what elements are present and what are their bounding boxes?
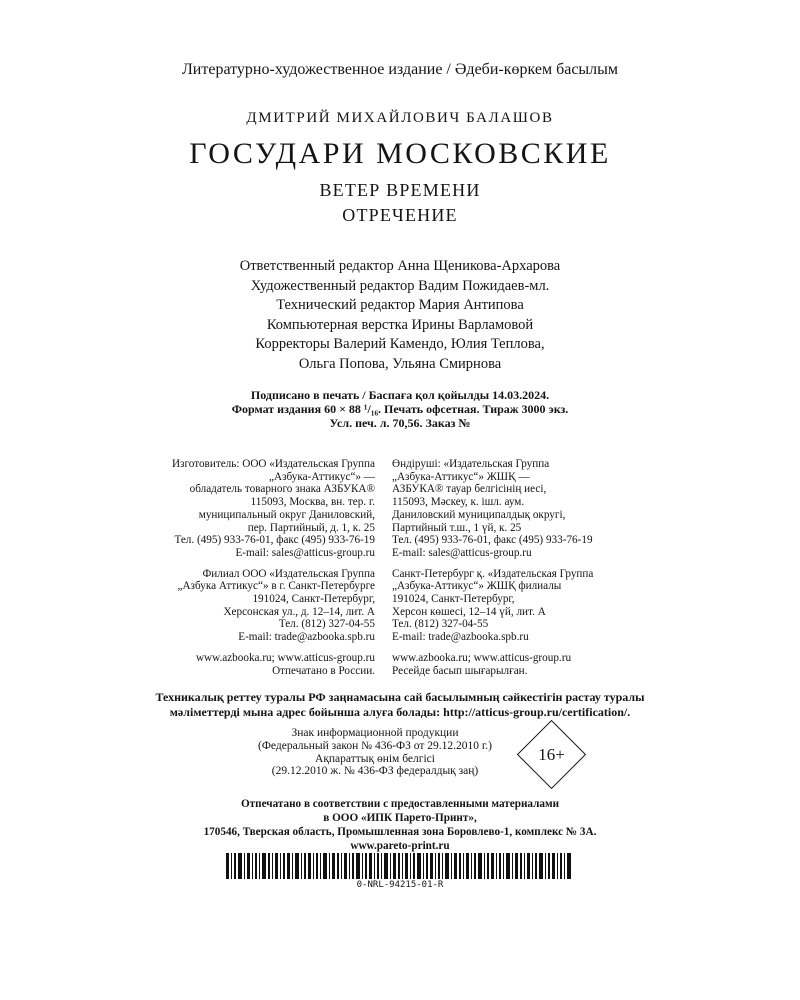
info-line: www.pareto-print.ru (350, 840, 450, 852)
credit-line: Ольга Попова, Ульяна Смирнова (298, 355, 502, 372)
info-line: E-mail: sales@atticus-group.ru (235, 546, 375, 559)
info-line: Знак информационной продукции (291, 727, 459, 739)
info-line: „Азбука-Аттикус“» ЖШҚ филиалы (392, 580, 562, 593)
info-line: мәліметтерді мына адрес бойынша алуға болады: http://atticus-group.ru/certification/. (169, 705, 631, 719)
subtitle-1: ВЕТЕР ВРЕМЕНИ (319, 180, 481, 200)
info-product-sign (225, 727, 525, 778)
info-line: муниципальный округ Даниловский, (198, 508, 375, 521)
book-title: ГОСУДАРИ МОСКОВСКИЕ (189, 137, 611, 170)
info-line: АЗБУКА® тауар белгісінің иесі, (392, 483, 547, 496)
info-line: 115093, Москва, вн. тер. г. (250, 496, 375, 509)
web-block (120, 652, 375, 677)
info-line: Отпечатано в России. (272, 664, 375, 677)
info-line: www.azbooka.ru; www.atticus-group.ru (392, 651, 572, 664)
info-line: пер. Партийный, д. 1, к. 25 (247, 521, 375, 534)
info-line: E-mail: trade@azbooka.spb.ru (392, 631, 529, 644)
print-line: Подписано в печать / Баспаға қол қойылды 14.03.2024. (250, 388, 550, 402)
info-line: „Азбука Аттикус“» в г. Санкт-Петербурге (177, 580, 375, 593)
info-line: Партийный т.ш., 1 үй, к. 25 (392, 521, 522, 534)
info-line: 191024, Санкт-Петербург, (252, 593, 375, 606)
info-line: Херсон көшесі, 12–14 үй, лит. А (392, 605, 546, 618)
info-line: 191024, Санкт-Петербург, (392, 593, 515, 606)
info-line: Санкт-Петербург қ. «Издательская Группа (392, 567, 594, 580)
info-line: Ақпараттық өнім белгісі (315, 752, 435, 765)
branch-block (392, 568, 652, 644)
info-line: 170546, Тверская область, Промышленная зона Боровлево-1, комплекс № 3А. (203, 826, 597, 838)
publisher-info-russian (120, 458, 375, 685)
info-line: Тел. (812) 327-04-55 (392, 618, 489, 631)
publisher-block (392, 458, 652, 560)
info-line: в ООО «ИПК Парето-Принт», (323, 812, 477, 824)
publisher-info-kazakh (392, 458, 652, 685)
info-line: (Федеральный закон № 436-ФЗ от 29.12.2010 г.) (258, 739, 492, 752)
info-line: E-mail: trade@azbooka.spb.ru (238, 631, 375, 644)
subtitle-2: ОТРЕЧЕНИЕ (342, 205, 458, 225)
info-line: Филиал ООО «Издательская Группа (202, 567, 375, 580)
info-line: обладатель товарного знака АЗБУКА® (189, 483, 375, 496)
info-line: www.azbooka.ru; www.atticus-group.ru (195, 651, 375, 664)
info-line: „Азбука-Аттикус“» ЖШҚ — (392, 470, 530, 483)
info-line: Тел. (812) 327-04-55 (278, 618, 375, 631)
author-name: ДМИТРИЙ МИХАЙЛОВИЧ БАЛАШОВ (246, 110, 554, 126)
credit-line: Ответственный редактор Анна Щеникова-Архарова (239, 258, 561, 274)
info-line: Изготовитель: ООО «Издательская Группа (171, 458, 375, 470)
print-line: Усл. печ. л. 70,56. Заказ № (329, 416, 471, 430)
info-line: 115093, Мәскеу, к. ішл. аум. (392, 496, 525, 509)
barcode-number: 0-NRL-94215-01-R (356, 880, 444, 890)
web-block (392, 652, 652, 677)
info-line: Ресейде басып шығарылған. (392, 664, 528, 677)
print-info (0, 388, 800, 430)
info-line: Тел. (495) 933-76-01, факс (495) 933-76-19 (392, 534, 593, 547)
info-line: „Азбука-Аттикус“» — (269, 470, 375, 483)
info-line: Херсонская ул., д. 12–14, лит. А (223, 605, 375, 618)
info-line: E-mail: sales@atticus-group.ru (392, 546, 532, 559)
barcode-icon (226, 853, 574, 879)
info-line: Өндіруші: «Издательская Группа (392, 458, 550, 470)
info-line: (29.12.2010 ж. № 436-ФЗ федералдық заң) (271, 765, 479, 778)
printer-info (0, 797, 800, 853)
age-rating: 16+ (538, 744, 565, 764)
credit-line: Компьютерная верстка Ирины Варламовой (266, 316, 534, 333)
info-line: Отпечатано в соответствии с предоставленными материалами (240, 798, 560, 810)
info-line: Техникалық реттеу туралы РФ заңнамасына сай басылымның сәйкестігін растау туралы (155, 690, 645, 704)
tech-regulation-note (0, 690, 800, 720)
credit-line: Технический редактор Мария Антипова (276, 297, 524, 313)
publisher-block (120, 458, 375, 560)
credit-line: Корректоры Валерий Камендо, Юлия Теплова, (255, 336, 545, 352)
edition-type: Литературно-художественное издание / Әдеби-көркем басылым (181, 61, 619, 78)
print-line: Формат издания 60 × 88 ¹/₁₆. Печать офсетная. Тираж 3000 экз. (231, 402, 569, 416)
branch-block (120, 568, 375, 644)
credit-line: Художественный редактор Вадим Пожидаев-мл. (250, 277, 550, 294)
info-line: Тел. (495) 933-76-01, факс (495) 933-76-19 (174, 534, 375, 547)
credits-block (0, 257, 800, 374)
info-line: Даниловский муниципалдық округі, (392, 508, 566, 521)
